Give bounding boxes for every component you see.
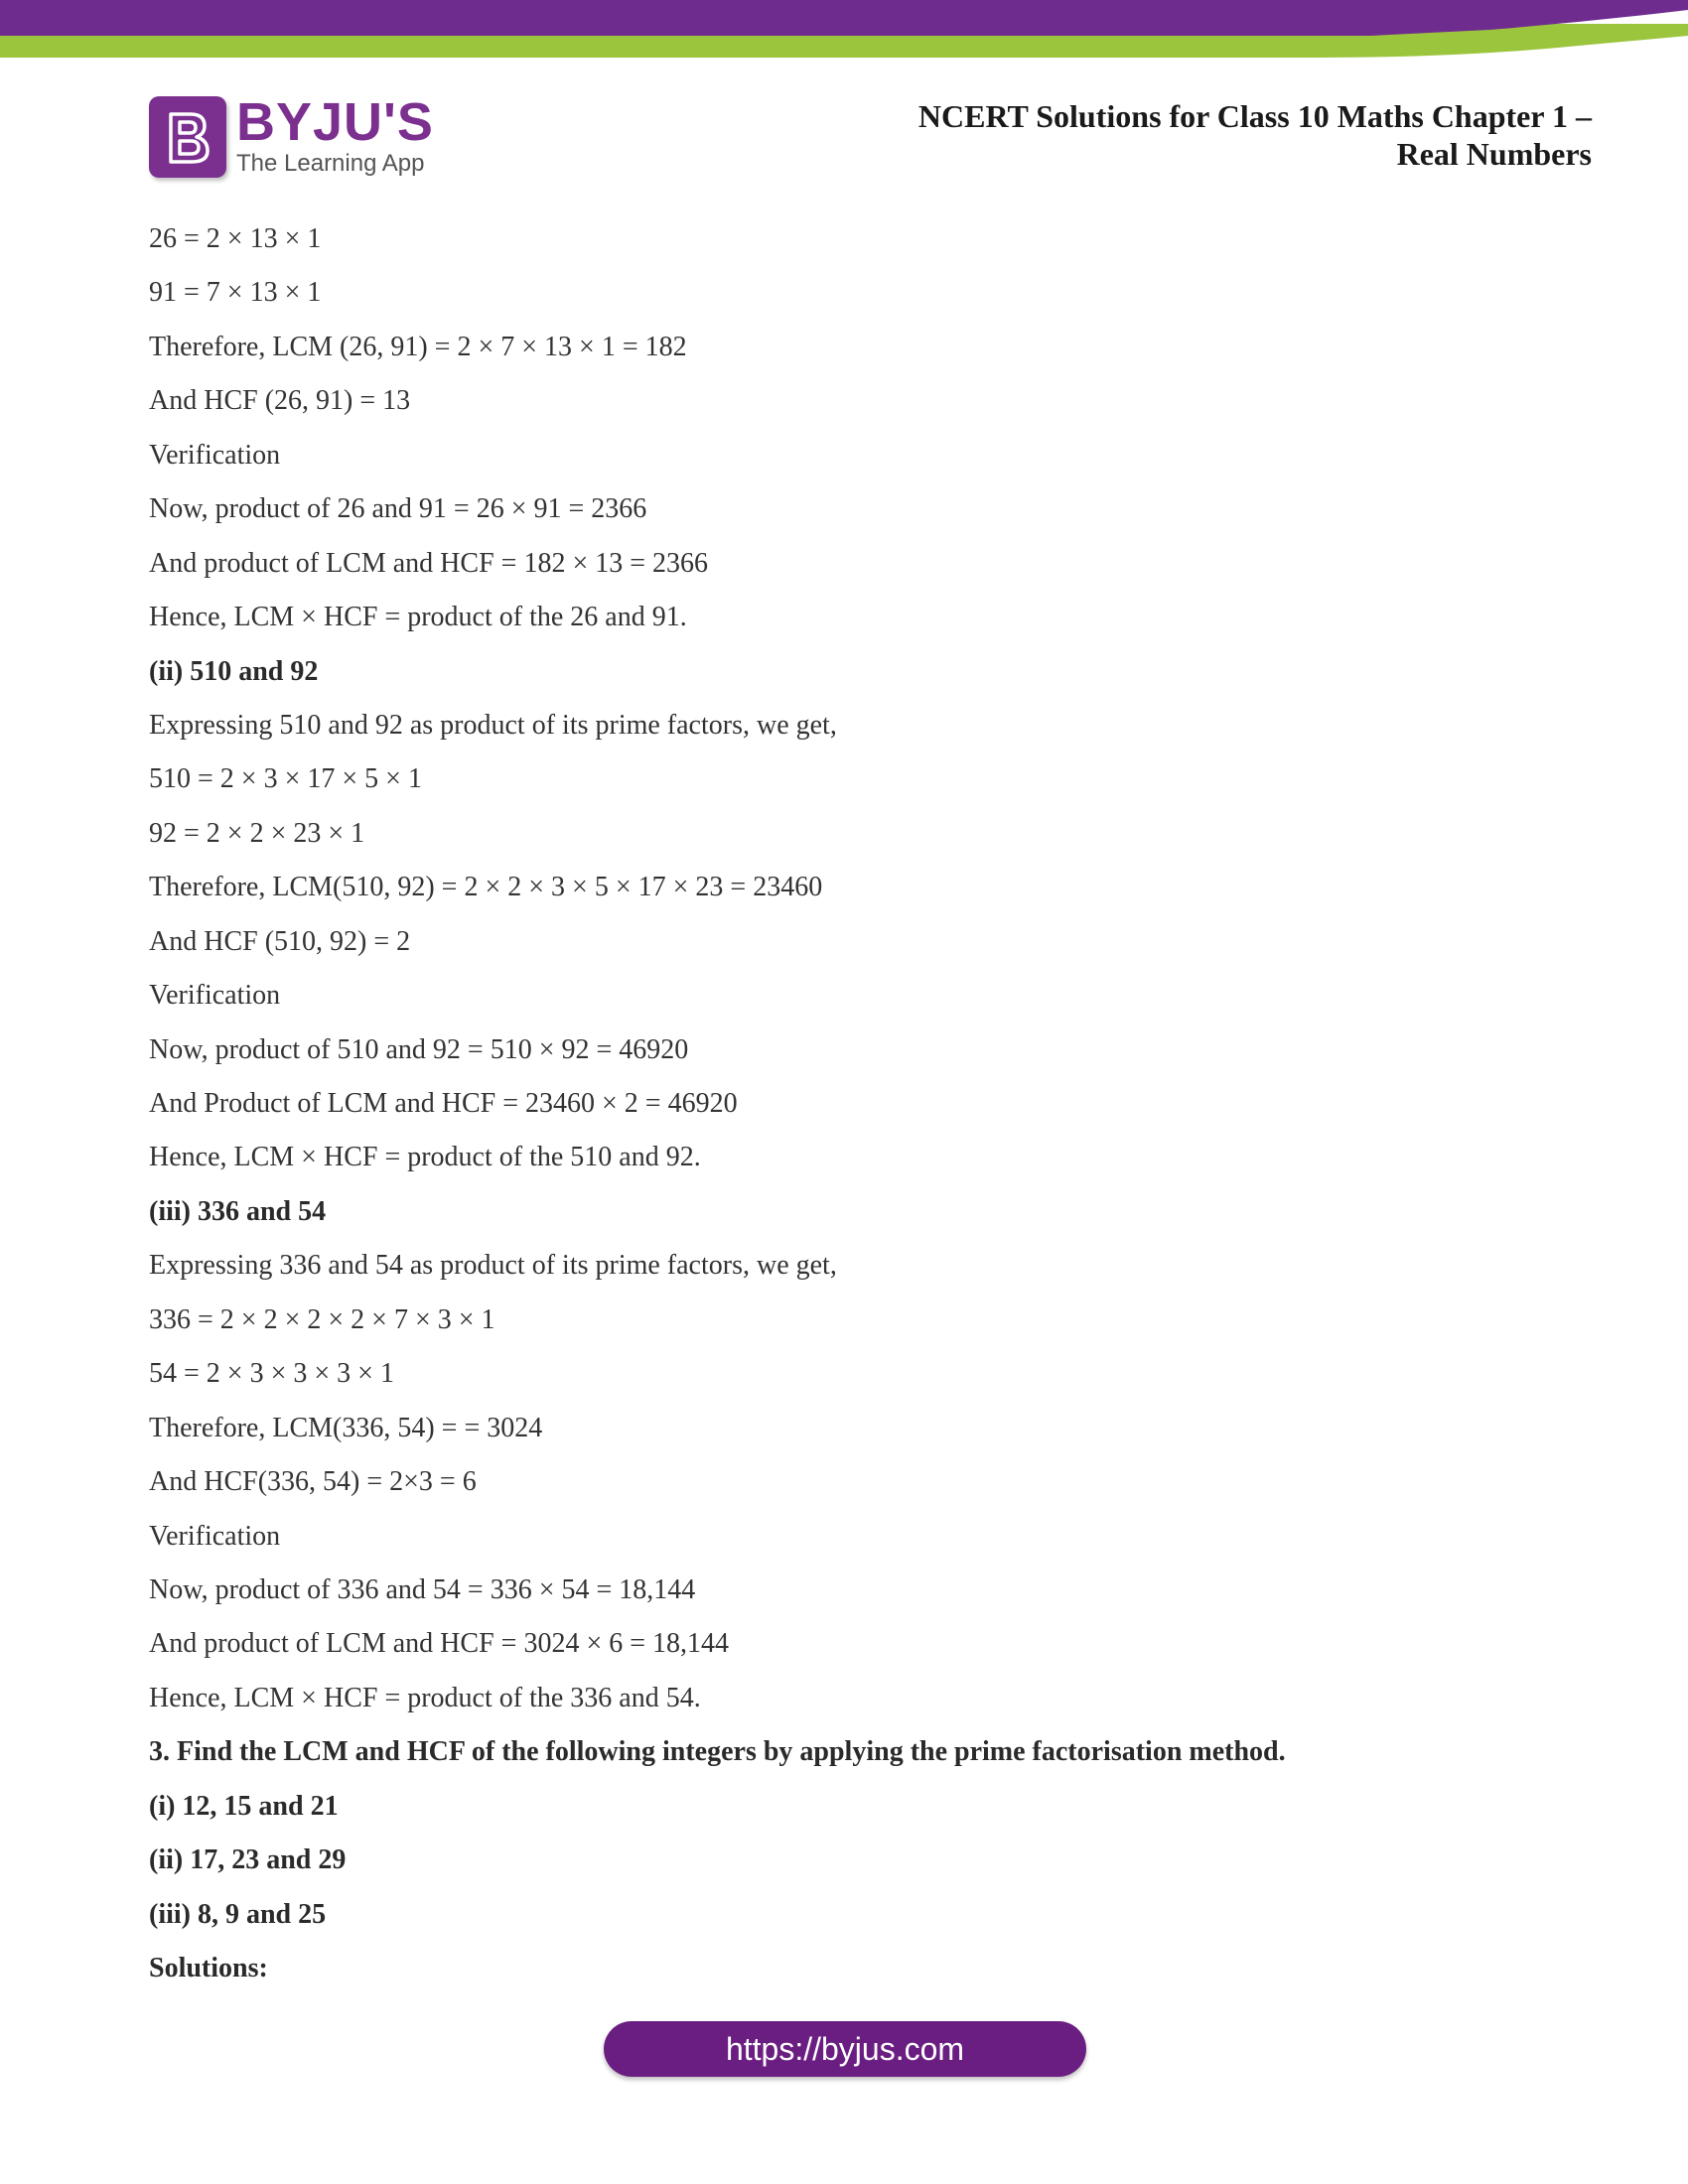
text-line: Therefore, LCM (26, 91) = 2 × 7 × 13 × 1 = 182 [149,331,687,362]
text-line: And HCF(336, 54) = 2×3 = 6 [149,1466,477,1498]
website-link-button[interactable] [604,2021,1086,2077]
text-line: Verification [149,439,281,471]
text-line: Therefore, LCM(510, 92) = 2 × 2 × 3 × 5 × 17 × 23 = 23460 [149,872,823,903]
byjus-b-logo-icon [149,96,226,178]
text-line: Verification [149,1520,281,1552]
logo-tagline: The Learning App [236,150,425,177]
section-heading: (iii) 336 and 54 [149,1195,327,1227]
text-line: 336 = 2 × 2 × 2 × 2 × 7 × 3 × 1 [149,1303,495,1335]
band-purple-stripe [0,0,1688,36]
section-heading: (ii) 510 and 92 [149,655,319,687]
text-line: And product of LCM and HCF = 3024 × 6 = 18,144 [149,1628,730,1660]
section-heading: 3. Find the LCM and HCF of the following integers by applying the prime factorisation method. [149,1736,1286,1768]
page-title [698,97,1592,173]
top-decorative-band [0,0,1688,69]
text-line: Expressing 510 and 92 as product of its prime factors, we get, [149,709,837,741]
logo-name: BYJU'S [236,92,434,152]
b-letter-icon [161,108,214,166]
text-line: 510 = 2 × 3 × 17 × 5 × 1 [149,763,422,795]
text-line: Now, product of 26 and 91 = 26 × 91 = 2366 [149,493,647,525]
section-heading: (ii) 17, 23 and 29 [149,1844,347,1876]
text-line: Therefore, LCM(336, 54) = = 3024 [149,1412,543,1443]
text-line: Expressing 336 and 54 as product of its prime factors, we get, [149,1250,837,1282]
text-line: 91 = 7 × 13 × 1 [149,277,322,309]
text-line: Hence, LCM × HCF = product of the 336 and 54. [149,1682,701,1713]
text-line: And HCF (26, 91) = 13 [149,385,411,417]
text-line: 26 = 2 × 13 × 1 [149,223,322,254]
page-title-line2: Real Numbers [1396,136,1592,172]
text-line: Hence, LCM × HCF = product of the 26 and 91. [149,602,687,633]
section-heading: Solutions: [149,1953,268,1983]
text-line: Hence, LCM × HCF = product of the 510 and 92. [149,1142,701,1173]
text-line: And Product of LCM and HCF = 23460 × 2 = 46920 [149,1088,738,1119]
text-line: And HCF (510, 92) = 2 [149,925,411,957]
section-heading: (iii) 8, 9 and 25 [149,1898,327,1930]
text-line: 54 = 2 × 3 × 3 × 3 × 1 [149,1358,394,1390]
text-line: And product of LCM and HCF = 182 × 13 = 2366 [149,547,709,579]
text-line: Verification [149,980,281,1012]
page-title-line1: NCERT Solutions for Class 10 Maths Chapter 1 – [917,98,1592,134]
text-line: Now, product of 510 and 92 = 510 × 92 = 46920 [149,1033,689,1065]
text-line: Now, product of 336 and 54 = 336 × 54 = 18,144 [149,1573,696,1605]
website-link-text: https://byjus.com [725,2030,965,2067]
section-heading: (i) 12, 15 and 21 [149,1790,339,1822]
byjus-logo [149,92,447,178]
logo-wordmark [236,92,434,178]
text-line: 92 = 2 × 2 × 23 × 1 [149,817,365,849]
document-body [149,212,1559,1995]
